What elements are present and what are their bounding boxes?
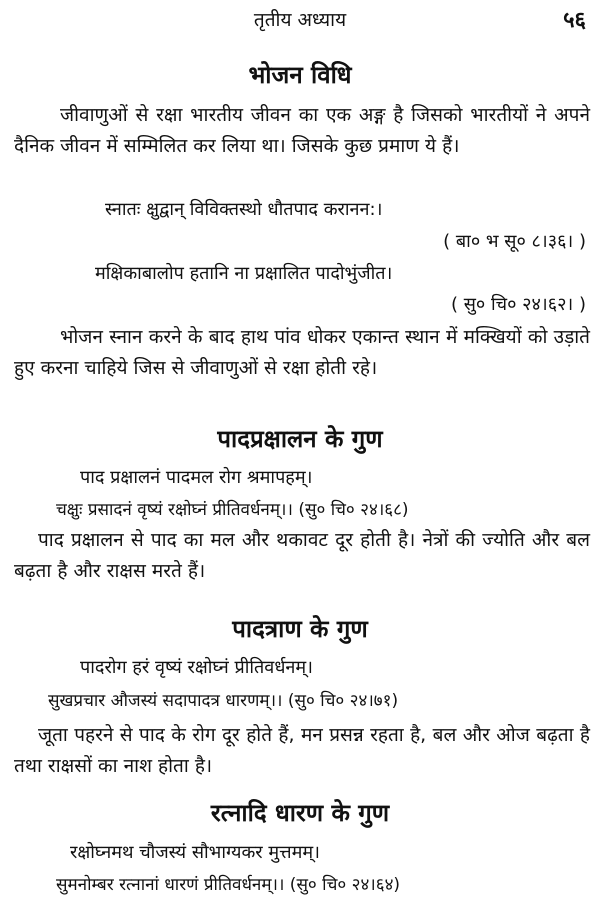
verse-reference: ( बा० भ सू० ८।३६। ) — [443, 231, 586, 252]
section-heading-padatran: पादत्राण के गुण — [232, 615, 368, 643]
verse-line: चक्षुः प्रसादनं वृष्यं रक्षोघ्नं प्रीतिवर्धनम्।। (सु० चि० २४।६८) — [56, 500, 409, 520]
verse-line: रक्षोघ्नमथ चौजस्यं सौभाग्यकर मुत्तमम्। — [70, 842, 320, 863]
verse-line: पादरोग हरं वृष्यं रक्षोघ्नं प्रीतिवर्धनम्। — [80, 657, 313, 678]
verse-line: सुखप्रचार औजस्यं सदापादत्र धारणम्।। (सु० चि० २४।७१) — [48, 691, 399, 711]
verse-line: स्नातः क्षुद्वान् विविक्तस्थो धौतपाद करानन:। — [105, 199, 383, 220]
chapter-title: तृतीय अध्याय — [253, 9, 347, 31]
intro-paragraph: जीवाणुओं से रक्षा भारतीय जीवन का एक अङ्ग है जिसको भारतीयों ने अपने दैनिक जीवन में सम्मिलित कर लिया था। जिसके कुछ प्रमाण ये हैं। — [14, 104, 590, 157]
explanation-paragraph: जूता पहरने से पाद के रोग दूर होते हैं, मन प्रसन्न रहता है, बल और ओज बढ़ता है तथा राक्षसों का नाश होता है। — [14, 724, 590, 777]
page-header — [0, 4, 600, 34]
verse-line: सुमनोम्बर रत्नानां धारणं प्रीतिवर्धनम्।। (सु० चि० २४।६४) — [56, 875, 401, 895]
verse-line: पाद प्रक्षालनं पादमल रोग श्रमापहम्। — [80, 467, 313, 488]
section-heading-bhojan-vidhi: भोजन विधि — [248, 61, 352, 89]
verse-reference: ( सु० चि० २४।६२। ) — [451, 294, 586, 315]
section-heading-padaprakshalan: पादप्रक्षालन के गुण — [217, 425, 383, 453]
page-number: ५६ — [563, 8, 586, 33]
explanation-paragraph: भोजन स्नान करने के बाद हाथ पांव धोकर एकान्त स्थान में मक्खियों को उड़ाते हुए करना चाहिये जिस से जीवाणुओं से रक्षा होती रहे। — [14, 326, 590, 379]
verse-line: मक्षिकाबालोप हतानि ना प्रक्षालित पादोभुंजीत। — [95, 263, 393, 284]
section-heading-ratnadi: रत्नादि धारण के गुण — [210, 799, 390, 827]
explanation-paragraph: पाद प्रक्षालन से पाद का मल और थकावट दूर होती है। नेत्रों की ज्योति और बल बढ़ता है और राक्षस मरते हैं। — [14, 529, 590, 582]
